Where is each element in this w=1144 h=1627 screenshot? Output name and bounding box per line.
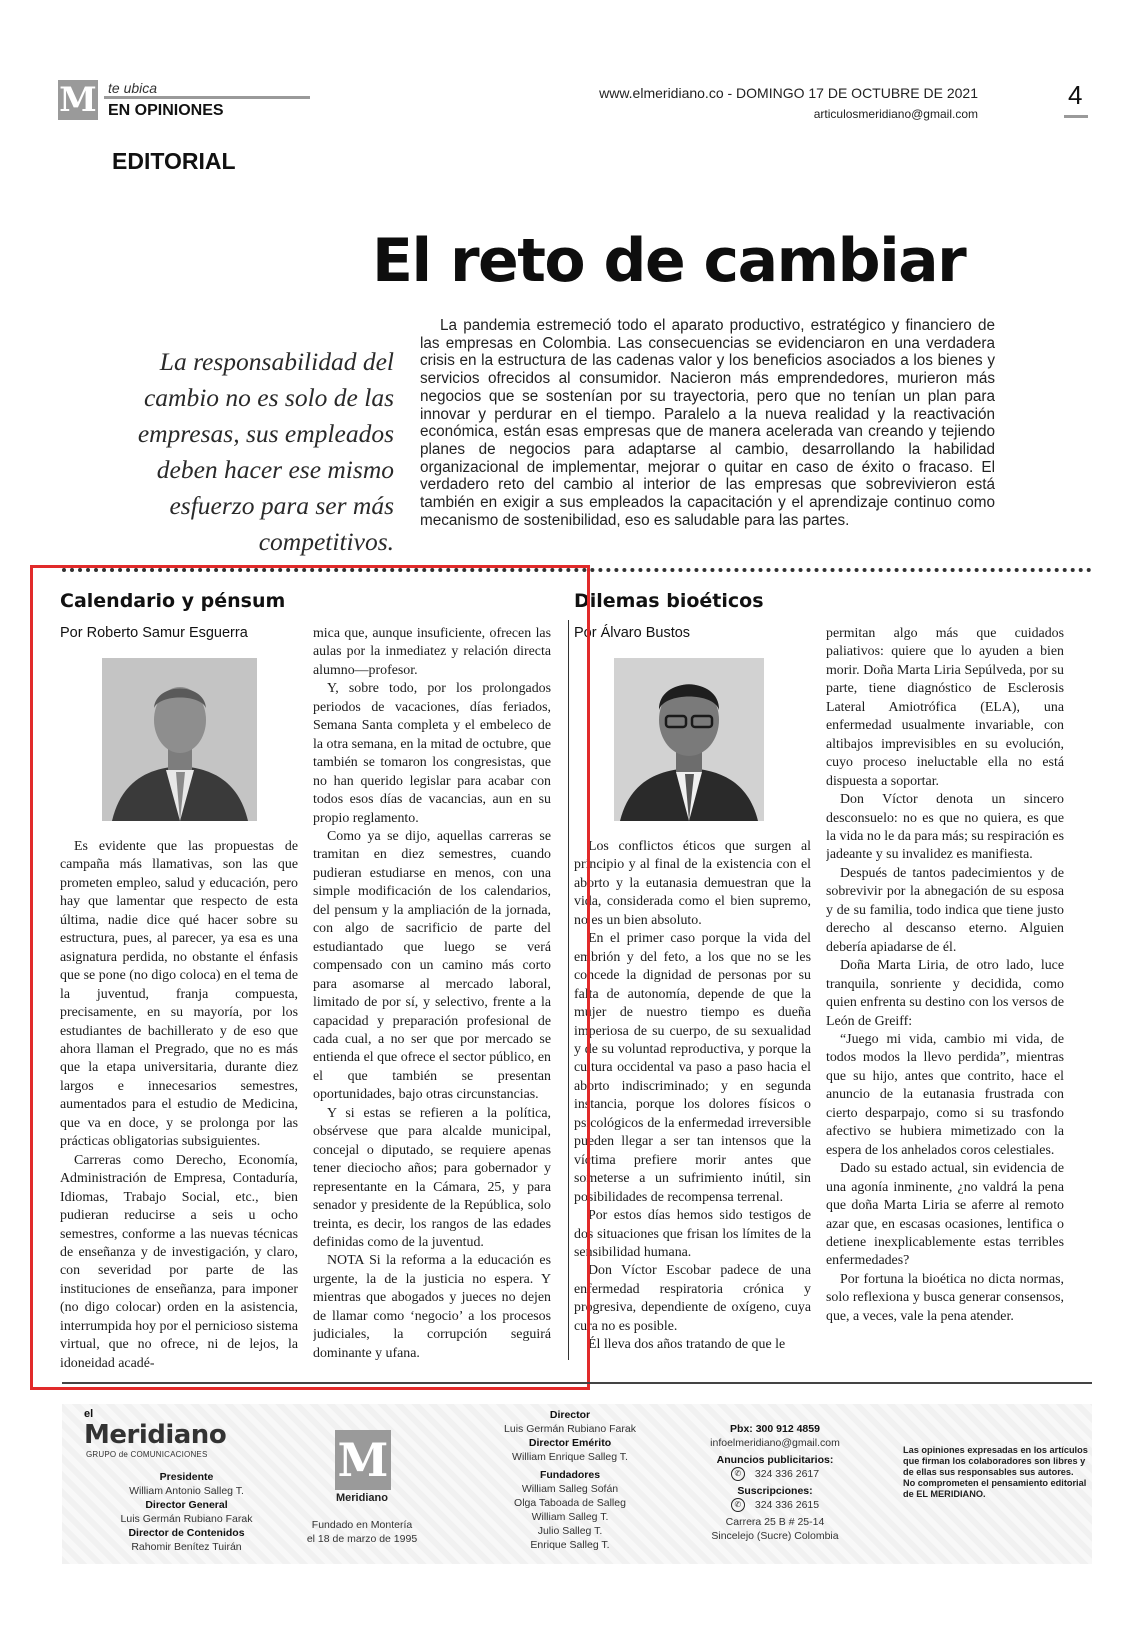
page-number-rule (1064, 115, 1088, 118)
whatsapp-icon: ✆ (731, 1498, 745, 1512)
contact-email: articulosmeridiano@gmail.com (813, 107, 978, 121)
meridiano-logo-icon: M (335, 1430, 391, 1490)
article-title: Calendario y pénsum (60, 590, 286, 612)
address-line: Sincelejo (Sucre) Colombia (711, 1530, 839, 1543)
paragraph: Es evidente que las propuestas de campaña más llamativas, son las que prometen empleo, salud y educación, pero hay que lamentar que respecto de esta última, nadie dice qué hacer sobre su estructura, pues, al parecer, ya esa es una asignatura perdida, no obstante el énfasis que se pone (no digo coloca) en el tema de la juventud, franja compuesta, precisamente, en su mayoría, por los estudiantes de bachillerato y de eso que ahora llaman el Pregrado, que no es más que la etapa universitaria, durante diez largos e innecesarios semestres, aumentados para el estudio de Medicina, que va en doce, y se prolonga por las prácticas obligatorias subsiguientes. (60, 839, 298, 1150)
label: Anuncios publicitarios: (716, 1454, 834, 1466)
name: Julio Salleg T. (537, 1525, 603, 1537)
label: Director de Contenidos (128, 1527, 245, 1539)
founded-line: el 18 de marzo de 1995 (306, 1533, 418, 1545)
paragraph: Por estos días hemos sido testigos de dos situaciones que frisan los límites de la sensibilidad humana. (574, 1208, 811, 1260)
label: Fundadores (539, 1469, 601, 1481)
whatsapp-icon: ✆ (731, 1467, 745, 1481)
name: Olga Taboada de Salleg (514, 1497, 626, 1509)
name: Rahomir Benítez Tuirán (131, 1541, 242, 1553)
brand-logo: Meridiano (84, 1420, 227, 1450)
name: Luis Germán Rubiano Farak (120, 1513, 253, 1525)
article-title: Dilemas bioéticos (574, 590, 764, 612)
label: Director General (145, 1499, 228, 1511)
paragraph: Carreras como Derecho, Economía, Administración de Empresa, Contaduría, Idiomas, Trabajo Social, etc., bien pudieran reducirse a seis u ocho semestres, conforme a las nuevas técnicas de enseñanza y de investigación, y claro, con severidad por parte de las instituciones de enseñanza, para imponer (no digo colocar) orden en la asistencia, interrumpida hoy por el pernicioso sistema virtual, que no ofrece, ni de lejos, la idoneidad acadé- (60, 1152, 298, 1371)
article-column (826, 625, 1064, 1377)
phone-number: 324 336 2617 (754, 1468, 820, 1480)
tagline: te ubica (108, 80, 158, 96)
page-number: 4 (1068, 80, 1083, 110)
meridiano-logo-icon: M (59, 80, 97, 120)
masthead-center (490, 1408, 650, 1552)
info-email: infoelmeridiano@gmail.com (710, 1437, 840, 1449)
name: William Enrique Salleg T. (512, 1451, 628, 1463)
article-column (313, 625, 551, 1377)
paragraph: Los conflictos éticos que surgen al principio y al final de la existencia con el aborto y la eutanasia demuestran que la vida, considerada como el bien supremo, no es un bien absoluto. (574, 839, 811, 928)
editorial-label: EDITORIAL (112, 148, 236, 174)
article-byline: Por Álvaro Bustos (574, 625, 691, 641)
author-photo (614, 658, 764, 821)
label: Director (549, 1409, 591, 1421)
article-column (60, 838, 298, 1378)
author-photo (102, 658, 257, 821)
name: William Salleg Sofán (521, 1483, 619, 1495)
address-line: Carrera 25 B # 25-14 (725, 1516, 825, 1529)
editorial-headline: El reto de cambiar (372, 226, 966, 296)
phone-number: Pbx: 300 912 4859 (730, 1423, 820, 1435)
site-and-date: www.elmeridiano.co - DOMINGO 17 DE OCTUBRE DE 2021 (599, 85, 978, 101)
paragraph: Él lleva dos años tratando de que le (588, 1337, 786, 1353)
editorial-body: La pandemia estremeció todo el aparato productivo, estratégico y financiero de las empresas en Colombia. Las consecuencias se evidenciaron en una verdadera crisis en la estructura de las cadenas valor y los beneficios asociados a los bienes y servicios ofrecidos al consumidor. Nacieron más emprendedores, murieron más negocios que se sostenían por su trayectoria, pero que no tenían un plan para innovar y perdurar en el tiempo. Paralelo a la nueva realidad y la reactivación económica, están esas empresas que de manera acelerada van creando y tejiendo planes de negocios para adaptarse al cambio, desarrollando la habilidad organizacional de implementar, mejorar o quitar en caso de éxito o fracaso. El verdadero reto del cambio al interior de las empresas que sobrevivieron está también en exigir a sus empleados la capacitación y el aprendizaje continuo como mecanismo de sostenibilidad, eso es saludable para las partes. (420, 317, 995, 529)
footer-rule (62, 1382, 1092, 1384)
paragraph: mica que, aunque insuficiente, ofrecen las aulas por la inmediatez y relación directa alumno—profesor. (313, 626, 551, 678)
pull-quote: La responsabilidad del cambio no es solo de las empresas, sus empleados deben hacer ese mismo esfuerzo para ser más competitivos. (137, 347, 394, 556)
paragraph: “Juego mi vida, cambio mi vida, de todos modos la llevo perdida”, mientras que su hijo, antes que contrito, hace el anuncio de la eutanasia frustrada con cierto desparpajo, como si su trasfondo afectivo se hubiera mimetizado con la espera de los anhelados coros celestiales. (826, 1031, 1064, 1158)
paragraph: Y, sobre todo, por los prolongados periodos de vacaciones, días feriados, Semana Santa completa y el embeleco de la otra semana, en la mitad de octubre, que también se tomaron los congresistas, que no han querido legislar para acabar con todos esos días de vacancias, aun en su propio reglamento. (313, 681, 551, 826)
article-column (574, 838, 811, 1378)
masthead-left (84, 1470, 289, 1554)
paragraph: Dado su estado actual, sin evidencia de una agonía inminente, ¿no valdrá la pena que doña Marta Liria se aferre al remoto azar que, en escasas ocasiones, lentifica o detiene inexplicablemente estas terribles enfermedades? (826, 1161, 1064, 1269)
label: Director Emérito (528, 1437, 612, 1449)
paragraph: Doña Marta Liria, de otro lado, luce tranquila, sonriente y decidida, como quien enfrenta su destino con los versos de León de Greiff: (826, 958, 1064, 1029)
paragraph: Después de tantos padecimientos y de sobrevivir por la abnegación de su esposa y de su familia, todo indica que tiene justo derecho al descanso eterno. Alguien debería apiadarse de él. (826, 865, 1064, 955)
label: Suscripciones: (737, 1485, 813, 1498)
paragraph: permitan algo más que cuidados paliativos: quiere que lo ayuden a bien morir. Doña Marta Liria Sepúlveda, por su parte, tiene diagnóstico de Esclerosis Lateral Amiotrófica (ELA), una enfermedad usualmente invariable, con altibajos imprevisibles en su evolución, cuyo proceso ineluctable ella no está dispuesta a soportar. (826, 626, 1064, 789)
article-byline: Por Roberto Samur Esguerra (60, 625, 248, 641)
paragraph: Por fortuna la bioética no dicta normas, solo reflexiona y busca generar consensos, que, a veces, vale la pena atender. (826, 1271, 1064, 1324)
header-rule (104, 96, 310, 99)
column-divider (568, 620, 569, 1360)
paragraph: Don Víctor Escobar padece de una enfermedad respiratoria crónica y progresiva, dependiente de oxígeno, cuya cura no es posible. (574, 1263, 811, 1334)
name: William Antonio Salleg T. (129, 1485, 244, 1497)
paragraph: Y si estas se refieren a la política, obsérvese que para alcalde municipal, concejal o diputado, se requiere apenas tener dieciocho años; para gobernador y representante en la Cámara, 25, y para senador y presidente de la República, solo treinta, es decir, los rangos de las edades definidas como de la juventud. (313, 1105, 551, 1250)
section-label: EN OPINIONES (108, 102, 224, 119)
contact-block (690, 1422, 860, 1543)
paragraph: Don Víctor denota un sincero desconsuelo: no es que no quiera, es que la vida no le da para más; su respiración es jadeante y su invalidez es manifiesta. (826, 792, 1064, 863)
name: William Salleg T. (531, 1511, 609, 1523)
name: Enrique Salleg T. (530, 1539, 610, 1551)
logo-wordmark: Meridiano (336, 1492, 388, 1504)
founded-line: Fundado en Montería (311, 1519, 413, 1531)
paragraph: Como ya se dijo, aquellas carreras se tramitan en diez semestres, cuando pudieran estudiarse en menos, con una simple modificación de los calendarios, del pensum y la ampliación de la jornada, con algo de sacrificio de parte del estudiantado que luego se verá compensado con un camino más corto para asomarse al mercado laboral, limitado de por sí, y selectivo, frente a la capacidad y preparación profesional de cada cual, a no ser que por mercado se entienda el que ofrece el sector público, en el que también se presentan oportunidades, bajo otras circunstancias. (313, 828, 551, 1103)
label: Presidente (159, 1471, 214, 1483)
brand-subtitle: GRUPO de COMUNICACIONES (86, 1450, 208, 1459)
phone-number: 324 336 2615 (754, 1499, 820, 1512)
section-divider (62, 568, 1092, 572)
disclaimer: Las opiniones expresadas en los artículos que firman los colaboradores son libres y de ellas sus responsables sus autores. No comprometen el pensamiento editorial de EL MERIDIANO. (903, 1445, 1088, 1499)
name: Luis Germán Rubiano Farak (504, 1423, 636, 1435)
brand-prefix: el (84, 1408, 94, 1420)
paragraph: En el primer caso porque la vida del embrión y del feto, a los que no se les concede la dignidad de personas por su falta de autonomía, depende de que la mujer de nuestro tiempo es dueña imperiosa de su cuerpo, de su sexualidad y de su voluntad reproductiva, y porque la cultura occidental va paso a paso hacia el aborto indiscriminado; y en segunda instancia, porque los dolores físicos o psicológicos de la enfermedad irreversible pueden llegar a ser tan intensos que la víctima prefiere morir antes que someterse a un sufrimiento inútil, sin posibilidades de recompensa terrenal. (574, 931, 811, 1205)
founded-note (300, 1518, 424, 1546)
paragraph: NOTA Si la reforma a la educación es urgente, la de la justicia no espera. Y mientras que abogados y jueces no dejen de llamar como ‘negocio’ a los procesos judiciales, la corrupción seguirá dominante y ufana. (313, 1253, 551, 1361)
